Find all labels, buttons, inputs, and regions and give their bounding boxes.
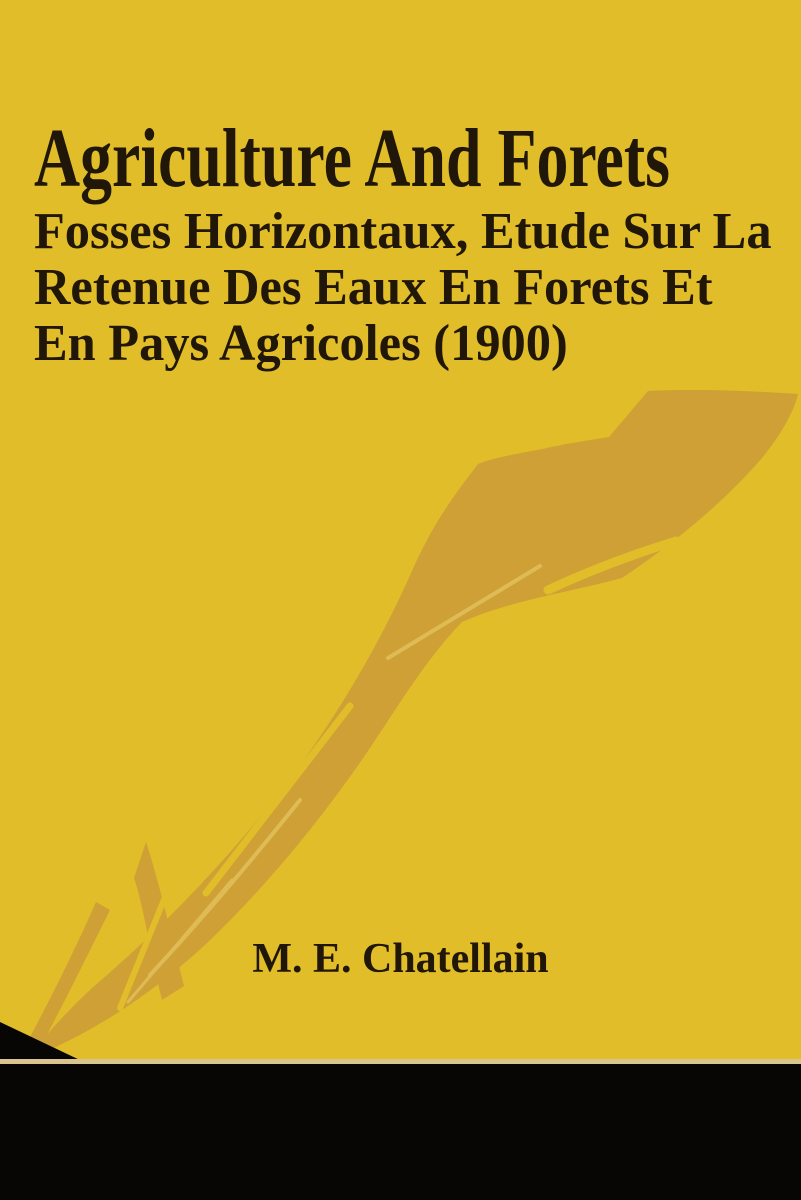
subtitle-line-1: Fosses Horizontaux, Etude Sur La — [34, 203, 772, 260]
book-subtitle — [34, 204, 772, 372]
footer-band — [0, 1064, 801, 1200]
author-name: M. E. Chatellain — [252, 936, 549, 982]
subtitle-line-3: En Pays Agricoles (1900) — [34, 315, 568, 372]
book-title: Agriculture And Forets — [34, 112, 671, 205]
subtitle-line-2: Retenue Des Eaux En Forets Et — [34, 259, 713, 316]
footer-rule — [0, 1059, 801, 1064]
